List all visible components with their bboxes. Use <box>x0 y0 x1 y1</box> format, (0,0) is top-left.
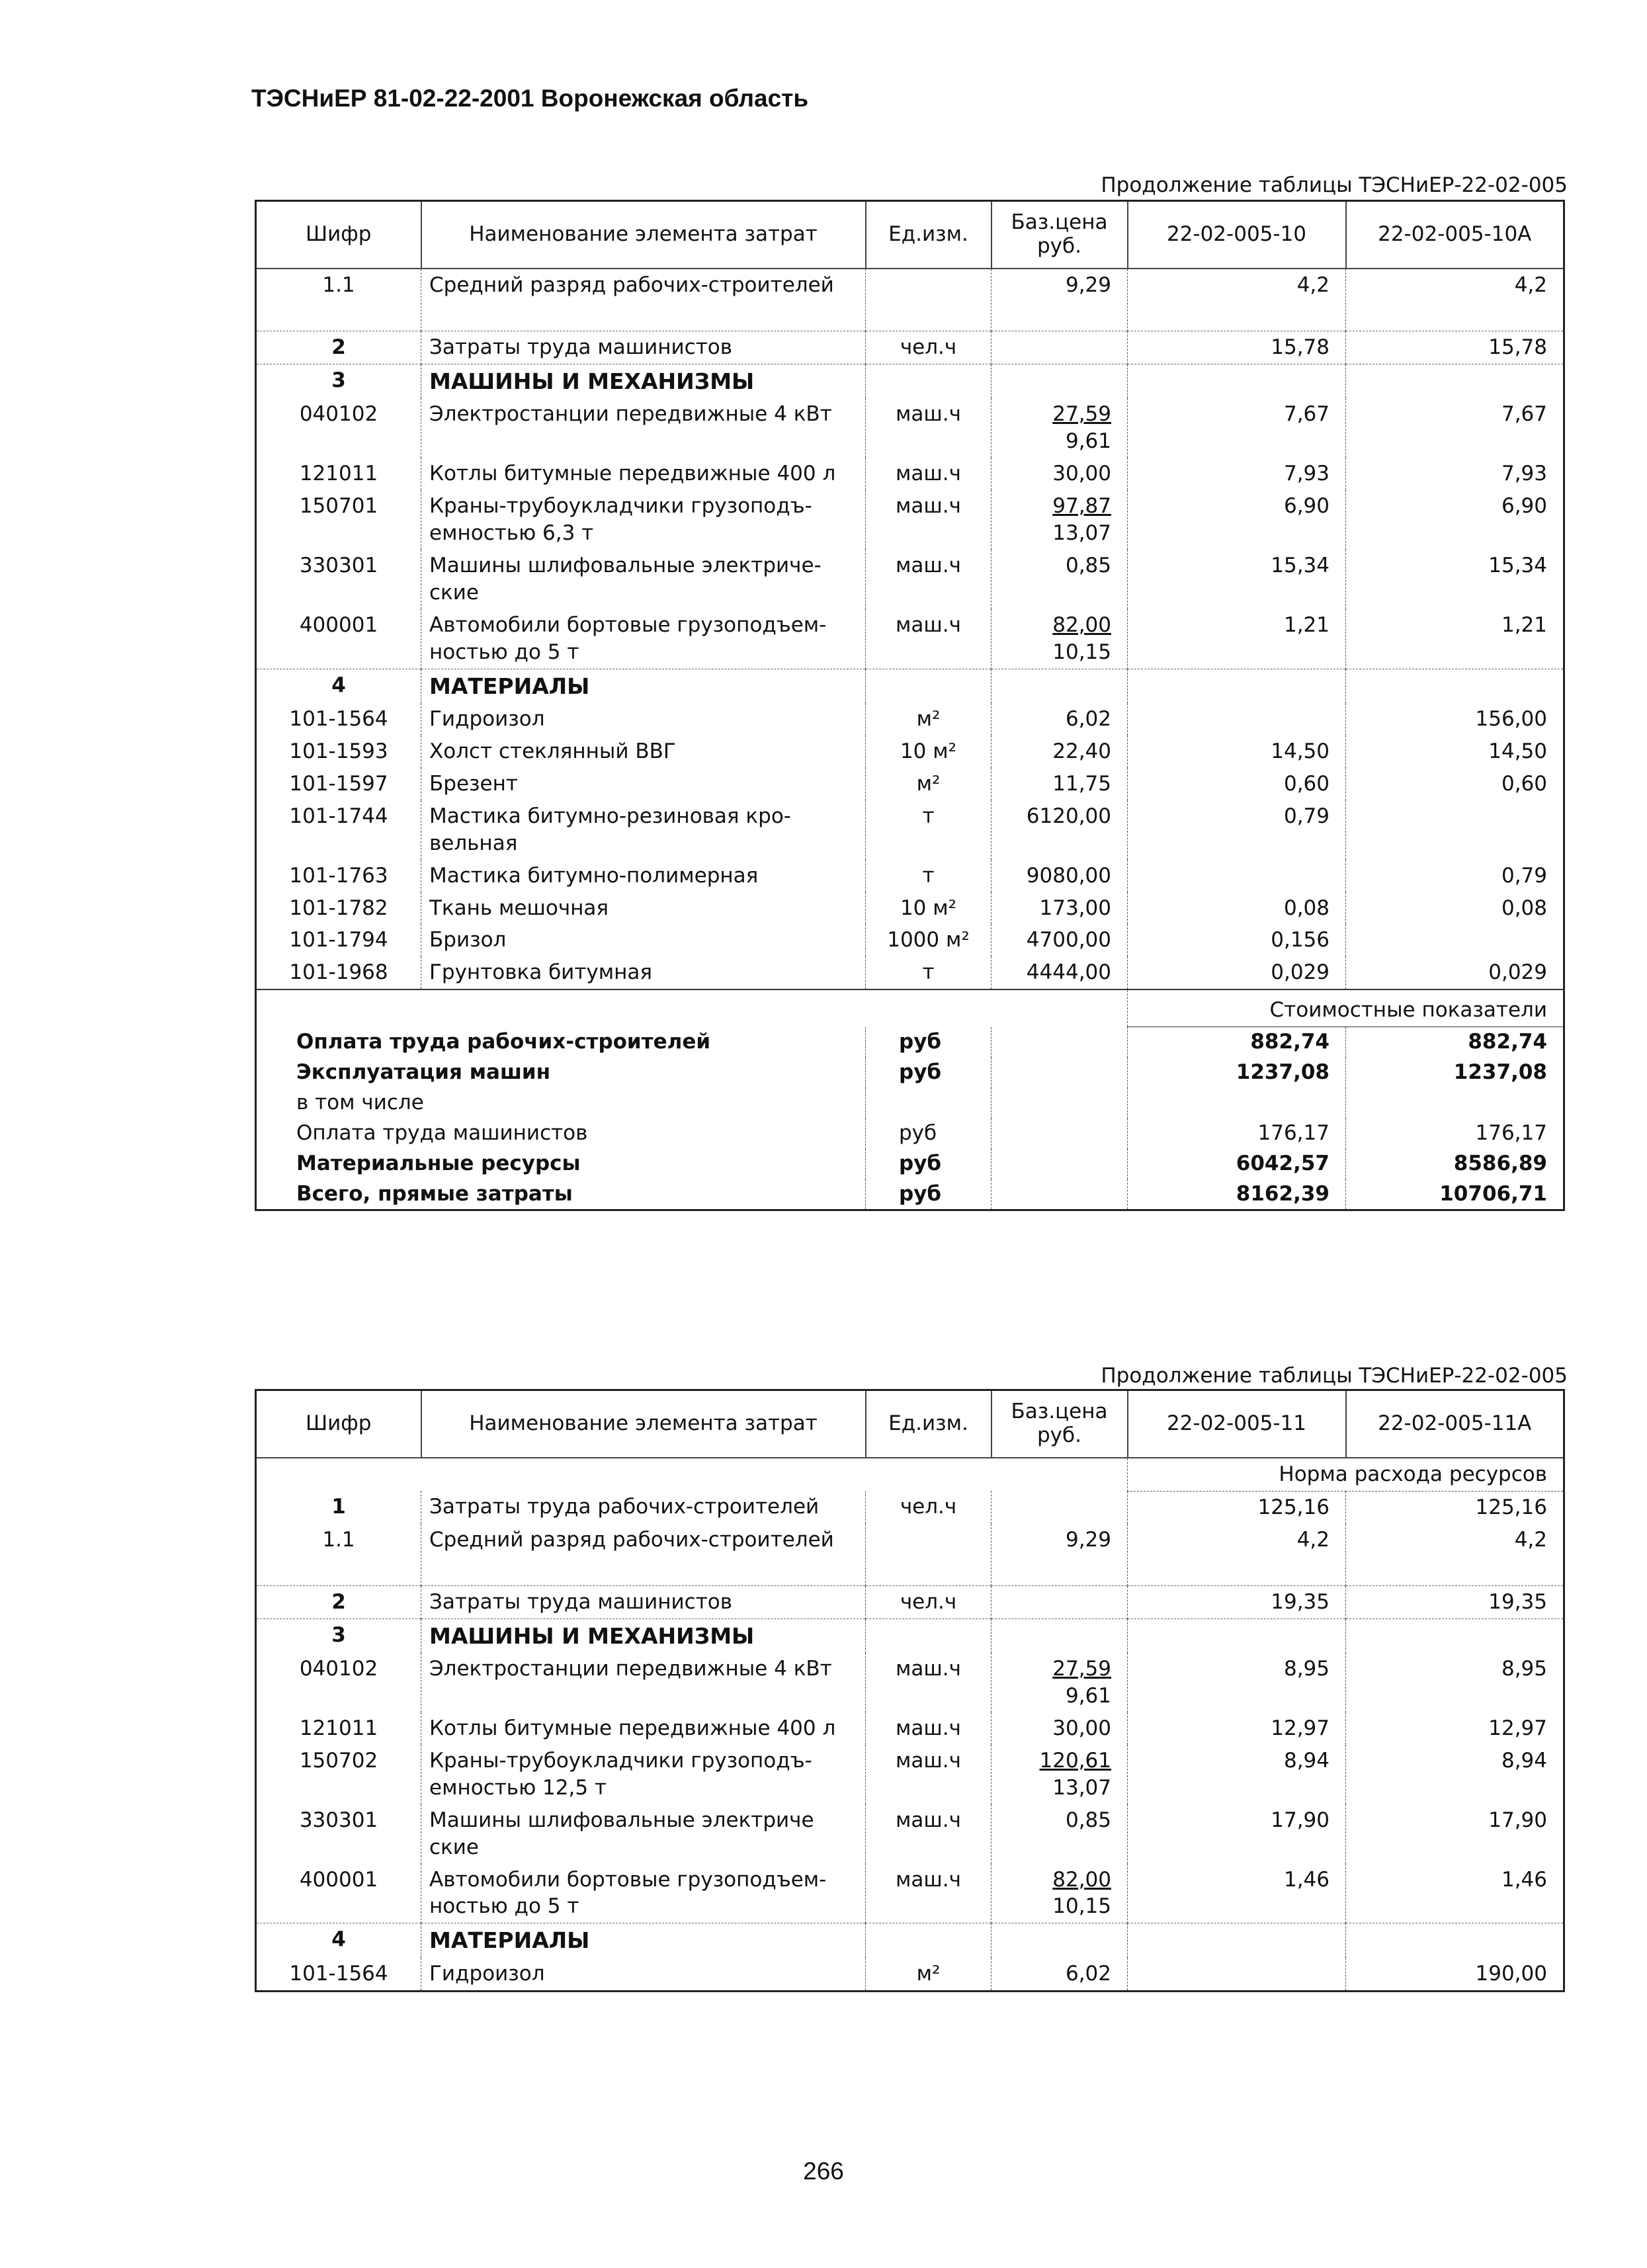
row-value-1: 1,46 <box>1128 1864 1346 1923</box>
row-price: 9,29 <box>992 269 1128 331</box>
row-value-1: 125,16 <box>1128 1491 1346 1523</box>
row-value-1: 6,90 <box>1128 490 1346 550</box>
row-unit: 10 м² <box>866 735 992 768</box>
row-value-2: 156,00 <box>1346 703 1564 735</box>
header-unit: Ед.изм. <box>866 1390 992 1458</box>
row-value-2 <box>1346 924 1564 956</box>
row-value-1: 4,2 <box>1128 1524 1346 1585</box>
table-2-caption: Продолжение таблицы ТЭСНиЕР-22-02-005 <box>1101 1364 1568 1388</box>
summary-value-1 <box>1128 1088 1346 1118</box>
row-price: 11,75 <box>992 768 1128 800</box>
row-value-2: 0,60 <box>1346 768 1564 800</box>
section-row <box>256 1923 1564 1958</box>
price-machinist-value: 10,15 <box>1052 640 1111 664</box>
row-unit: маш.ч <box>866 1804 992 1864</box>
section-title: МАТЕРИАЛЫ <box>421 1923 866 1958</box>
row-price: 6120,00 <box>992 800 1128 860</box>
table-row <box>256 1804 1564 1864</box>
row-price: 22,40 <box>992 735 1128 768</box>
table-header-row <box>256 1390 1564 1458</box>
table-row <box>256 924 1564 956</box>
section-title: МАТЕРИАЛЫ <box>421 669 866 703</box>
row-unit <box>866 269 992 331</box>
table-row <box>256 1524 1564 1585</box>
row-price: 0,85 <box>992 550 1128 609</box>
row-name: Затраты труда рабочих-строителей <box>421 1491 866 1523</box>
row-value-2: 0,08 <box>1346 892 1564 925</box>
row-value-2: 15,78 <box>1346 331 1564 364</box>
summary-row <box>256 1149 1564 1179</box>
header-col-2: 22-02-005-11А <box>1346 1390 1564 1458</box>
price-machinist-value: 10,15 <box>1052 1894 1111 1919</box>
row-value-2: 8,94 <box>1346 1745 1564 1804</box>
header-name: Наименование элемента затрат <box>421 201 866 269</box>
row-name: Электростанции передвижные 4 кВт <box>421 1653 866 1712</box>
table-row <box>256 609 1564 669</box>
table-row <box>256 703 1564 735</box>
summary-row <box>256 1088 1564 1118</box>
row-unit: 1000 м² <box>866 924 992 956</box>
table-row <box>256 860 1564 892</box>
row-unit: чел.ч <box>866 1585 992 1618</box>
row-unit: маш.ч <box>866 490 992 550</box>
summary-label: Эксплуатация машин <box>296 1060 551 1084</box>
row-value-2: 4,2 <box>1346 1524 1564 1585</box>
row-value-1: 0,60 <box>1128 768 1346 800</box>
row-price: 0,85 <box>992 1804 1128 1864</box>
row-unit: маш.ч <box>866 1712 992 1745</box>
price-machinist-value: 9,61 <box>1065 429 1111 454</box>
summary-row <box>256 1027 1564 1058</box>
table-row <box>256 1491 1564 1523</box>
row-value-1: 8,95 <box>1128 1653 1346 1712</box>
row-value-2: 125,16 <box>1346 1491 1564 1523</box>
table-row <box>256 331 1564 364</box>
row-name: Бризол <box>421 924 866 956</box>
row-price <box>992 398 1128 458</box>
summary-unit: руб <box>866 1058 992 1088</box>
row-value-1: 4,2 <box>1128 269 1346 331</box>
row-unit: маш.ч <box>866 1653 992 1712</box>
row-name: Машины шлифовальные электриче ские <box>421 1804 866 1864</box>
header-name: Наименование элемента затрат <box>421 1390 866 1458</box>
row-code: 1.1 <box>256 269 421 331</box>
section-title: МАШИНЫ И МЕХАНИЗМЫ <box>421 1618 866 1653</box>
row-value-2: 1,46 <box>1346 1864 1564 1923</box>
summary-label: Оплата труда машинистов <box>296 1120 588 1145</box>
row-value-1: 1,21 <box>1128 609 1346 669</box>
row-unit: м² <box>866 1958 992 1991</box>
cost-indicators-label: Стоимостные показатели <box>1128 989 1564 1027</box>
row-price: 173,00 <box>992 892 1128 925</box>
norm-row <box>256 1458 1564 1491</box>
price-value: 97,87 <box>1052 494 1111 519</box>
table-row <box>256 550 1564 609</box>
row-code: 330301 <box>256 1804 421 1864</box>
row-name: Затраты труда машинистов <box>421 331 866 364</box>
row-code: 121011 <box>256 458 421 490</box>
table-1-caption: Продолжение таблицы ТЭСНиЕР-22-02-005 <box>1101 173 1568 197</box>
row-unit: 10 м² <box>866 892 992 925</box>
summary-unit: руб <box>866 1118 992 1149</box>
row-name: Грунтовка битумная <box>421 956 866 989</box>
document-header: ТЭСНиЕР 81-02-22-2001 Воронежская область <box>251 85 809 112</box>
price-value: 120,61 <box>1039 1748 1111 1773</box>
row-unit: т <box>866 860 992 892</box>
table-row <box>256 735 1564 768</box>
summary-label: Всего, прямые затраты <box>296 1181 573 1206</box>
section-code: 4 <box>256 1923 421 1958</box>
resource-table-1 <box>255 200 1565 1211</box>
row-unit: маш.ч <box>866 550 992 609</box>
row-code: 101-1744 <box>256 800 421 860</box>
table-row <box>256 800 1564 860</box>
summary-row <box>256 1179 1564 1210</box>
summary-value-2: 10706,71 <box>1439 1181 1547 1206</box>
row-value-1: 7,67 <box>1128 398 1346 458</box>
resource-table-2 <box>255 1389 1565 1992</box>
table-row <box>256 458 1564 490</box>
summary-value-1: 6042,57 <box>1128 1149 1346 1179</box>
row-price <box>992 490 1128 550</box>
row-value-2: 19,35 <box>1346 1585 1564 1618</box>
row-price: 9,29 <box>992 1524 1128 1585</box>
row-value-1: 8,94 <box>1128 1745 1346 1804</box>
row-name: Краны-трубоукладчики грузоподъ-емностью 12,5 т <box>421 1745 866 1804</box>
table-row <box>256 768 1564 800</box>
summary-row <box>256 1118 1564 1149</box>
summary-unit: руб <box>866 1027 992 1058</box>
row-value-2: 6,90 <box>1346 490 1564 550</box>
table-row <box>256 1653 1564 1712</box>
row-unit: чел.ч <box>866 331 992 364</box>
row-unit: маш.ч <box>866 1864 992 1923</box>
row-name: Электростанции передвижные 4 кВт <box>421 398 866 458</box>
row-unit: маш.ч <box>866 609 992 669</box>
price-machinist-value: 13,07 <box>1052 1775 1111 1800</box>
row-value-2: 17,90 <box>1346 1804 1564 1864</box>
row-name: Автомобили бортовые грузоподъем-ностью до 5 т <box>421 1864 866 1923</box>
row-code: 101-1968 <box>256 956 421 989</box>
row-unit: т <box>866 956 992 989</box>
summary-label: Материальные ресурсы <box>296 1151 581 1175</box>
summary-unit: руб <box>866 1149 992 1179</box>
summary-label: Оплата труда рабочих-строителей <box>296 1029 711 1054</box>
row-price <box>992 1745 1128 1804</box>
row-value-2: 12,97 <box>1346 1712 1564 1745</box>
row-value-1: 19,35 <box>1128 1585 1346 1618</box>
row-code: 2 <box>256 1585 421 1618</box>
row-unit: маш.ч <box>866 398 992 458</box>
row-price <box>992 1864 1128 1923</box>
row-price: 4700,00 <box>992 924 1128 956</box>
row-value-1 <box>1128 860 1346 892</box>
header-col-1: 22-02-005-10 <box>1128 201 1346 269</box>
row-price <box>992 609 1128 669</box>
row-value-2 <box>1346 800 1564 860</box>
header-code: Шифр <box>256 1390 421 1458</box>
row-value-2: 7,93 <box>1346 458 1564 490</box>
section-code: 4 <box>256 669 421 703</box>
row-code: 101-1564 <box>256 1958 421 1991</box>
row-unit: чел.ч <box>866 1491 992 1523</box>
row-value-2: 190,00 <box>1346 1958 1564 1991</box>
section-code: 3 <box>256 364 421 398</box>
table-row <box>256 1958 1564 1991</box>
row-name: Мастика битумно-резиновая кро-вельная <box>421 800 866 860</box>
section-row <box>256 364 1564 398</box>
row-code: 101-1782 <box>256 892 421 925</box>
row-unit <box>866 1524 992 1585</box>
row-unit: маш.ч <box>866 458 992 490</box>
row-unit: м² <box>866 768 992 800</box>
row-value-1: 15,78 <box>1128 331 1346 364</box>
summary-value-1: 882,74 <box>1128 1027 1346 1058</box>
row-value-1: 0,156 <box>1128 924 1346 956</box>
section-title: МАШИНЫ И МЕХАНИЗМЫ <box>421 364 866 398</box>
price-machinist-value: 13,07 <box>1052 521 1111 545</box>
row-code: 121011 <box>256 1712 421 1745</box>
row-unit: м² <box>866 703 992 735</box>
row-code: 150702 <box>256 1745 421 1804</box>
row-name: Автомобили бортовые грузоподъем-ностью до 5 т <box>421 609 866 669</box>
summary-label: в том числе <box>296 1090 424 1114</box>
row-value-2: 0,029 <box>1346 956 1564 989</box>
header-price: Баз.цена руб. <box>992 1390 1128 1458</box>
price-value: 82,00 <box>1052 612 1111 637</box>
row-name: Ткань мешочная <box>421 892 866 925</box>
row-price: 30,00 <box>992 1712 1128 1745</box>
summary-row <box>256 1058 1564 1088</box>
row-value-1: 0,08 <box>1128 892 1346 925</box>
summary-value-2: 176,17 <box>1475 1120 1547 1145</box>
row-price: 4444,00 <box>992 956 1128 989</box>
row-value-1: 17,90 <box>1128 1804 1346 1864</box>
row-name: Гидроизол <box>421 703 866 735</box>
row-price: 6,02 <box>992 1958 1128 1991</box>
row-name: Краны-трубоукладчики грузоподъ-емностью 6,3 т <box>421 490 866 550</box>
row-code: 400001 <box>256 1864 421 1923</box>
price-machinist-value: 9,61 <box>1065 1684 1111 1708</box>
row-code: 101-1763 <box>256 860 421 892</box>
row-code: 1.1 <box>256 1524 421 1585</box>
section-row <box>256 1618 1564 1653</box>
row-name: Котлы битумные передвижные 400 л <box>421 458 866 490</box>
summary-unit: руб <box>866 1179 992 1210</box>
row-name: Котлы битумные передвижные 400 л <box>421 1712 866 1745</box>
row-code: 400001 <box>256 609 421 669</box>
page-number: 266 <box>803 2158 844 2185</box>
row-code: 150701 <box>256 490 421 550</box>
row-value-2: 7,67 <box>1346 398 1564 458</box>
row-code: 1 <box>256 1491 421 1523</box>
row-name: Мастика битумно-полимерная <box>421 860 866 892</box>
row-code: 101-1564 <box>256 703 421 735</box>
row-code: 101-1794 <box>256 924 421 956</box>
row-value-1: 7,93 <box>1128 458 1346 490</box>
row-name: Средний разряд рабочих-строителей <box>421 1524 866 1585</box>
row-unit: т <box>866 800 992 860</box>
row-name: Гидроизол <box>421 1958 866 1991</box>
row-value-1: 15,34 <box>1128 550 1346 609</box>
row-value-1: 0,029 <box>1128 956 1346 989</box>
table-row <box>256 1745 1564 1804</box>
row-code: 040102 <box>256 1653 421 1712</box>
header-unit: Ед.изм. <box>866 201 992 269</box>
cost-indicators-row <box>256 989 1564 1027</box>
row-value-1: 0,79 <box>1128 800 1346 860</box>
header-price: Баз.цена руб. <box>992 201 1128 269</box>
row-code: 101-1593 <box>256 735 421 768</box>
row-value-1: 14,50 <box>1128 735 1346 768</box>
summary-value-2: 1237,08 <box>1453 1060 1547 1084</box>
row-value-2: 1,21 <box>1346 609 1564 669</box>
row-value-2: 15,34 <box>1346 550 1564 609</box>
row-name: Средний разряд рабочих-строителей <box>421 269 866 331</box>
row-value-2: 8,95 <box>1346 1653 1564 1712</box>
row-name: Брезент <box>421 768 866 800</box>
section-row <box>256 669 1564 703</box>
header-col-2: 22-02-005-10А <box>1346 201 1564 269</box>
price-value: 27,59 <box>1052 402 1111 427</box>
table-row <box>256 1585 1564 1618</box>
summary-value-1: 8162,39 <box>1128 1179 1346 1210</box>
table-row <box>256 398 1564 458</box>
table-row <box>256 490 1564 550</box>
row-price <box>992 1491 1128 1523</box>
row-name: Затраты труда машинистов <box>421 1585 866 1618</box>
row-code: 330301 <box>256 550 421 609</box>
header-code: Шифр <box>256 201 421 269</box>
row-price: 6,02 <box>992 703 1128 735</box>
row-code: 2 <box>256 331 421 364</box>
table-row <box>256 1712 1564 1745</box>
summary-value-1: 176,17 <box>1128 1118 1346 1149</box>
row-price <box>992 331 1128 364</box>
row-code: 101-1597 <box>256 768 421 800</box>
row-value-2: 14,50 <box>1346 735 1564 768</box>
table-row <box>256 956 1564 989</box>
row-price: 30,00 <box>992 458 1128 490</box>
summary-unit <box>866 1088 992 1118</box>
row-value-1 <box>1128 703 1346 735</box>
header-col-1: 22-02-005-11 <box>1128 1390 1346 1458</box>
table-row <box>256 269 1564 331</box>
summary-value-2: 8586,89 <box>1453 1151 1547 1175</box>
table-row <box>256 1864 1564 1923</box>
summary-value-2 <box>1346 1088 1564 1118</box>
row-value-2: 4,2 <box>1346 269 1564 331</box>
price-value: 82,00 <box>1052 1867 1111 1892</box>
row-name: Холст стеклянный ВВГ <box>421 735 866 768</box>
row-value-2: 0,79 <box>1346 860 1564 892</box>
summary-value-1: 1237,08 <box>1128 1058 1346 1088</box>
summary-value-2: 882,74 <box>1468 1030 1547 1054</box>
norm-label: Норма расхода ресурсов <box>1128 1458 1564 1491</box>
row-price: 9080,00 <box>992 860 1128 892</box>
row-code: 040102 <box>256 398 421 458</box>
table-row <box>256 892 1564 925</box>
row-name: Машины шлифовальные электриче-ские <box>421 550 866 609</box>
row-price <box>992 1653 1128 1712</box>
table-header-row <box>256 201 1564 269</box>
section-code: 3 <box>256 1618 421 1653</box>
row-unit: маш.ч <box>866 1745 992 1804</box>
row-price <box>992 1585 1128 1618</box>
row-value-1: 12,97 <box>1128 1712 1346 1745</box>
row-value-1 <box>1128 1958 1346 1991</box>
price-value: 27,59 <box>1052 1657 1111 1681</box>
